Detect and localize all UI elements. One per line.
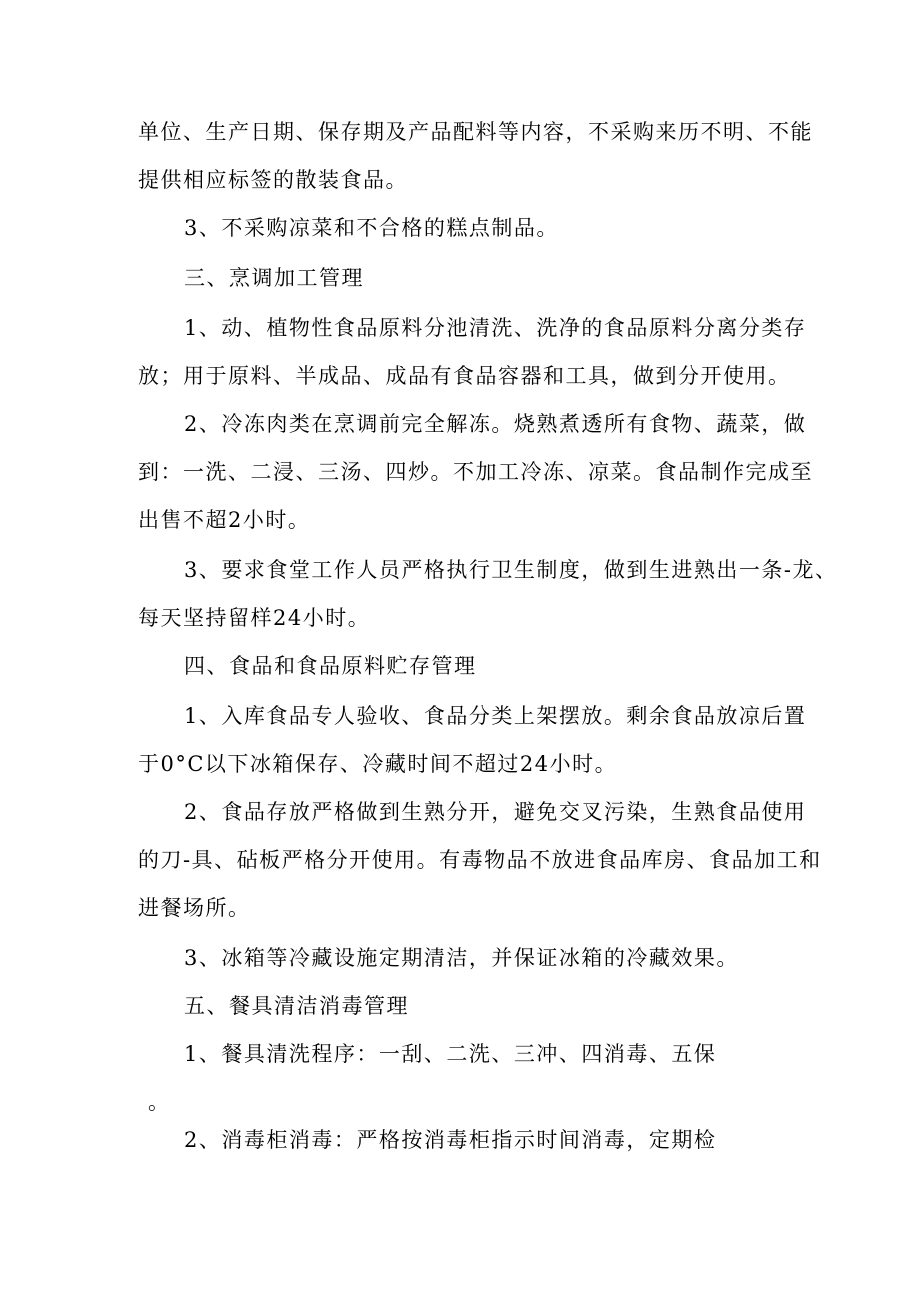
item-4-1-line-2: 于0°C以下冰箱保存、冷藏时间不超过24小时。 (138, 752, 618, 776)
item-3-2-line-1: 2、冷冻肉类在烹调前完全解冻。烧熟煮透所有食物、蔬菜，做 (184, 412, 807, 436)
stray-period: 。 (148, 1090, 169, 1114)
item-3-2-line-3: 出售不超2小时。 (138, 508, 311, 532)
section-heading-5: 五、餐具清洁消毒管理 (184, 994, 409, 1018)
item-4-2-line-2: 的刀-具、砧板严格分开使用。有毒物品不放进食品库房、食品加工和 (138, 848, 822, 872)
section-heading-4: 四、食品和食品原料贮存管理 (184, 654, 477, 678)
section-heading-3: 三、烹调加工管理 (184, 266, 364, 290)
item-3-1-line-1: 1、动、植物性食品原料分池清洗、洗净的食品原料分离分类存 (184, 316, 807, 340)
item-5-1-line-1: 1、餐具清洗程序：一刮、二洗、三冲、四消毒、五保 (184, 1042, 717, 1066)
item-no-coldfood: 3、不采购凉菜和不合格的糕点制品。 (184, 216, 559, 240)
item-3-1-line-2: 放；用于原料、半成品、成品有食品容器和工具，做到分开使用。 (138, 364, 791, 388)
text-line-1: 单位、生产日期、保存期及产品配料等内容，不采购来历不明、不能 (138, 120, 813, 144)
item-4-3-line-1: 3、冰箱等冷藏设施定期清洁，并保证冰箱的冷藏效果。 (184, 946, 739, 970)
item-3-3-line-1: 3、要求食堂工作人员严格执行卫生制度，做到生进熟出一条-龙、 (184, 558, 838, 582)
item-4-1-line-1: 1、入库食品专人验收、食品分类上架摆放。剩余食品放凉后置 (184, 704, 807, 728)
item-4-2-line-1: 2、食品存放严格做到生熟分开，避免交叉污染，生熟食品使用 (184, 800, 807, 824)
item-3-3-line-2: 每天坚持留样24小时。 (138, 606, 371, 630)
item-5-2-line-1: 2、消毒柜消毒：严格按消毒柜指示时间消毒，定期检 (184, 1128, 717, 1152)
item-4-2-line-3: 进餐场所。 (138, 896, 251, 920)
text-line-2: 提供相应标签的散装食品。 (138, 168, 408, 192)
item-3-2-line-2: 到：一洗、二浸、三汤、四炒。不加工冷冻、凉菜。食品制作完成至 (138, 460, 813, 484)
